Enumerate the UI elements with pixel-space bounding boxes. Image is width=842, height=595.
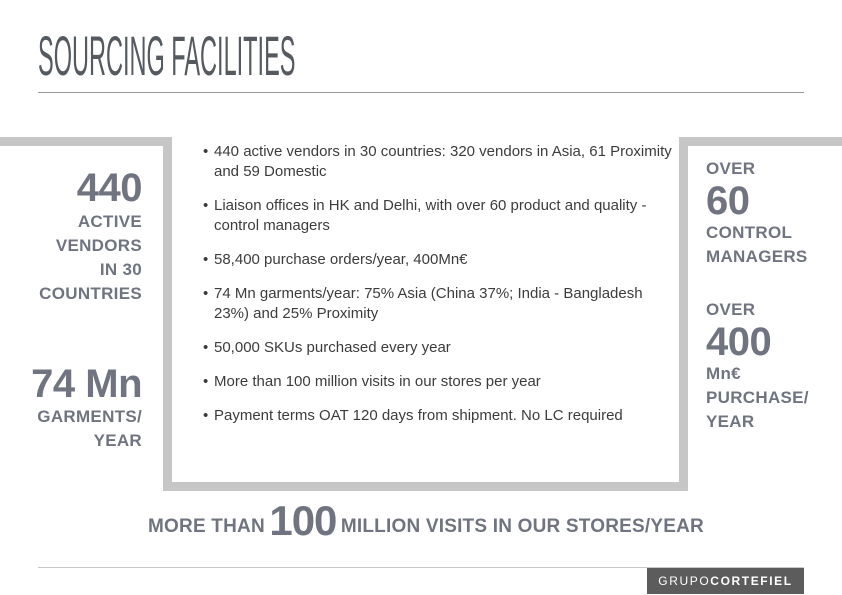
stat-purchase-line: Mn€ [706,364,741,383]
list-item: • 50,000 SKUs purchased every year [203,338,673,358]
frame-band-left [0,137,172,146]
stat-vendors-line: VENDORS [55,236,142,255]
visits-headline [0,497,842,545]
list-item: • 440 active vendors in 30 countries: 320 vendors in Asia, 61 Proximity and 59 Domestic [203,142,673,182]
stat-managers [706,157,808,269]
list-item: • Liaison offices in HK and Delhi, with over 60 product and quality - control managers [203,196,673,236]
list-item: • More than 100 million visits in our stores per year [203,372,673,392]
stat-vendors-line: COUNTRIES [39,284,142,303]
stat-garments-line: GARMENTS/ [37,407,142,426]
frame-band-right [680,137,842,146]
stat-purchase-number: 400 [706,320,772,364]
page-title: SOURCING FACILITIES [38,24,296,87]
stat-managers-number: 60 [706,179,750,223]
logo-light-text: GRUPO [658,574,711,588]
stat-vendors-number: 440 [76,166,142,210]
visits-before: MORE THAN [148,516,265,537]
stat-purchase-line: YEAR [706,412,755,431]
title-divider [38,92,804,93]
stat-purchase-prefix: OVER [706,300,756,319]
stat-purchase [706,298,809,434]
stat-vendors-line: IN 30 [99,260,142,279]
stat-garments [31,364,142,453]
stat-managers-line: CONTROL [706,223,793,242]
visits-after: MILLION VISITS IN OUR STORES/YEAR [340,516,704,537]
stat-managers-line: MANAGERS [706,247,808,266]
stat-garments-line: YEAR [93,431,142,450]
stat-vendors [39,168,142,306]
stat-purchase-line: PURCHASE/ [706,388,809,407]
stat-garments-number: 74 Mn [31,362,142,406]
stat-managers-prefix: OVER [706,159,756,178]
list-item: • 74 Mn garments/year: 75% Asia (China 37%; India - Bangladesh 23%) and 25% Proximity [203,284,673,324]
logo-bold-text: CORTEFIEL [710,574,793,588]
visits-number: 100 [269,497,337,544]
facilities-bullet-list [203,142,673,440]
list-item: • Payment terms OAT 120 days from shipment. No LC required [203,406,673,426]
list-item: • 58,400 purchase orders/year, 400Mn€ [203,250,673,270]
stat-vendors-line: ACTIVE [77,212,142,231]
company-logo [647,568,804,594]
